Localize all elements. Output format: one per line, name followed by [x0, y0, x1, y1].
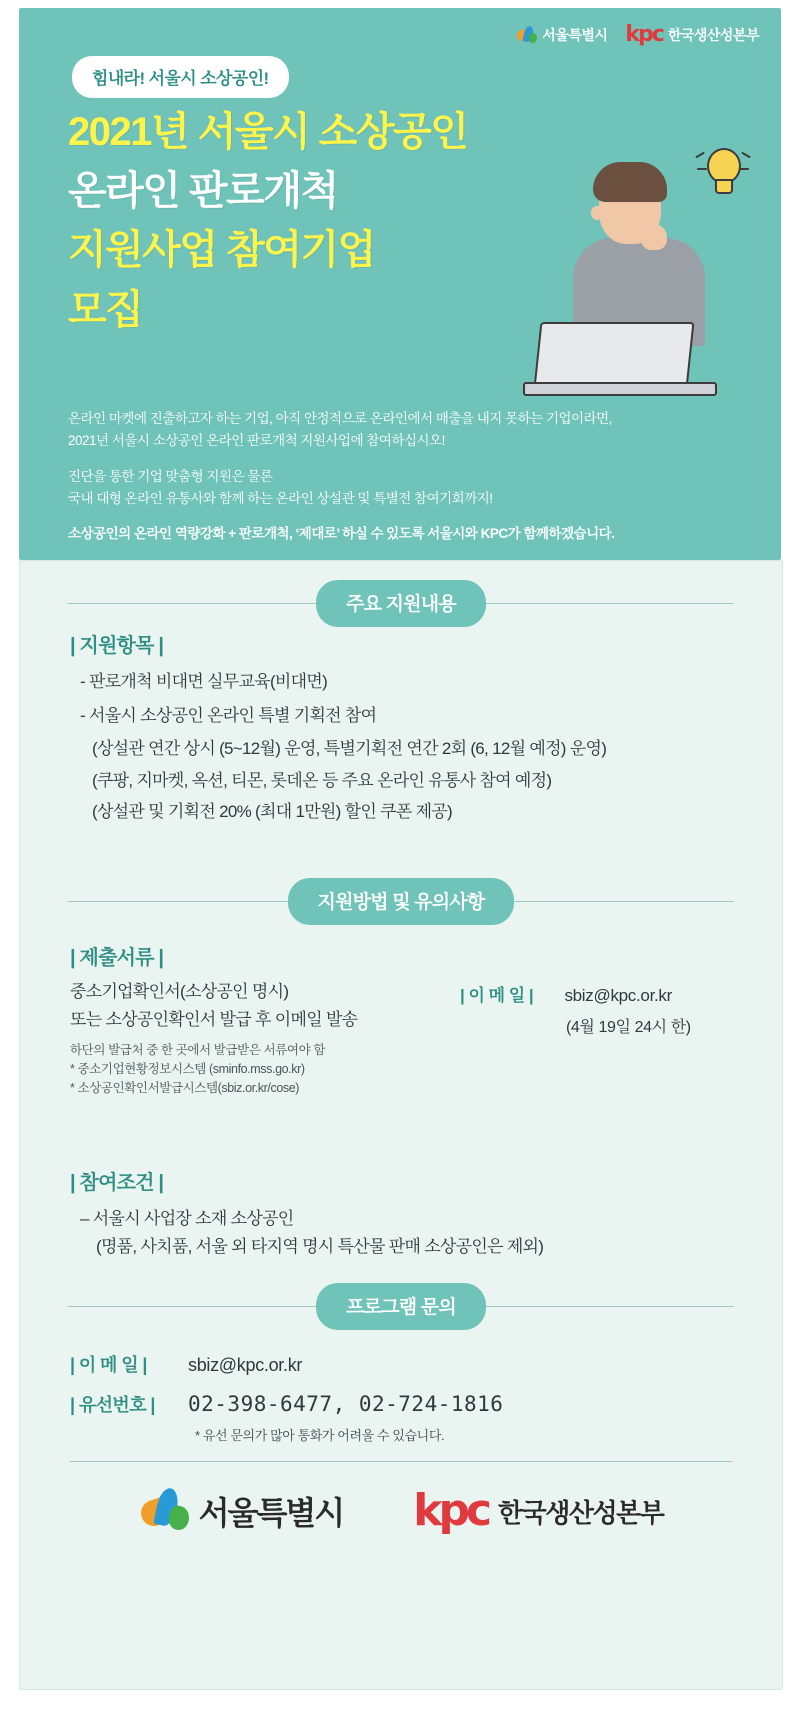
- apply-email-value[interactable]: sbiz@kpc.or.kr: [564, 986, 672, 1005]
- documents-line: 또는 소상공인확인서 발급 후 이메일 발송: [70, 1009, 358, 1029]
- apply-email-label: | 이 메 일 |: [460, 986, 534, 1005]
- conditions-lines: [70, 1205, 730, 1260]
- section-header-support: [56, 583, 746, 623]
- hero-desc-line-1: 온라인 마켓에 진출하고자 하는 기업, 아직 안정적으로 온라인에서 매출을 내지 못하는 기업이라면,: [68, 411, 612, 426]
- footer-seoul-logo: [139, 1486, 344, 1536]
- section-title-support: 주요 지원내용: [316, 580, 486, 627]
- hero-title-line-2: 온라인 판로개척: [68, 169, 338, 214]
- seoul-logo: [516, 24, 607, 46]
- contact-block: [70, 1351, 730, 1444]
- hero-desc-line-3: 진단을 통한 기업 맞춤형 지원은 물론: [68, 468, 273, 484]
- section-title-contact: 프로그램 문의: [316, 1283, 486, 1330]
- conditions-line: (명품, 사치품, 서울 외 타지역 명시 특산물 판매 소상공인은 제외): [96, 1236, 544, 1256]
- lightbulb-icon: [701, 142, 745, 198]
- apply-email-block: [460, 981, 750, 1037]
- hero-description: [68, 408, 718, 545]
- hero-illustration: [521, 136, 751, 386]
- hero-logo-group: [516, 22, 759, 47]
- contact-email-row: [70, 1351, 730, 1377]
- seoul-symbol-icon: [516, 24, 538, 46]
- documents-subheading: | 제출서류 |: [70, 947, 164, 969]
- support-content: [70, 629, 730, 830]
- support-item-list: [70, 668, 730, 826]
- hero-title-line-1: 2021년 서울시 소상공인: [68, 110, 468, 154]
- documents-note: * 중소기업현황정보시스템 (sminfo.mss.go.kr): [70, 1062, 305, 1077]
- seoul-logo-label: 서울특별시: [542, 26, 608, 43]
- section-header-contact: [56, 1286, 746, 1326]
- hero-banner: [19, 8, 781, 560]
- contact-phone-note: * 유선 문의가 많아 통화가 어려울 수 있습니다.: [195, 1428, 445, 1443]
- documents-notes: [70, 1041, 490, 1098]
- contact-email-label: | 이 메 일 |: [70, 1355, 147, 1375]
- support-subitem: (쿠팡, 지마켓, 옥션, 티몬, 롯데온 등 주요 온라인 유통사 참여 예정): [92, 770, 552, 790]
- kpc-logo: [625, 22, 759, 47]
- documents-note: * 소상공인확인서발급시스템(sbiz.or.kr/cose): [70, 1081, 300, 1096]
- contact-email-value[interactable]: sbiz@kpc.or.kr: [188, 1355, 303, 1375]
- hero-title-line-4: 모집: [68, 287, 143, 332]
- support-subitem: (상설관 및 기획전 20% (최대 1만원) 할인 쿠폰 제공): [92, 802, 452, 822]
- footer-kpc-label: 한국생산성본부: [498, 1497, 664, 1528]
- apply-email-deadline: (4월 19일 24시 한): [566, 1019, 691, 1036]
- kpc-logo-label: 한국생산성본부: [667, 26, 759, 43]
- support-subitem: (상설관 연간 상시 (5~12월) 운영, 특별기획전 연간 2회 (6, 12월 예정) 운영): [92, 739, 607, 759]
- contact-phone-row: [70, 1391, 730, 1417]
- support-subheading: | 지원항목 |: [70, 635, 164, 657]
- content-panel: [19, 560, 783, 1690]
- footer-logo-group: [20, 1486, 782, 1536]
- apply-conditions: [70, 1166, 730, 1260]
- section-header-apply: [56, 881, 746, 921]
- kpc-wordmark-icon: kpc: [413, 1485, 489, 1536]
- footer-seoul-label: 서울특별시: [198, 1495, 344, 1531]
- seoul-symbol-icon: [139, 1486, 191, 1536]
- footer-divider: [70, 1461, 732, 1462]
- apply-documents: [70, 941, 490, 1098]
- support-item: - 판로개척 비대면 실무교육(비대면): [80, 672, 328, 691]
- documents-line: 중소기업확인서(소상공인 명시): [70, 982, 289, 1001]
- contact-phone-value[interactable]: 02-398-6477, 02-724-1816: [188, 1392, 504, 1416]
- documents-note: 하단의 발급처 중 한 곳에서 발급받은 서류여야 함: [70, 1043, 326, 1058]
- conditions-subheading: | 참여조건 |: [70, 1172, 164, 1194]
- conditions-line: – 서울시 사업장 소재 소상공인: [80, 1209, 294, 1228]
- support-item: - 서울시 소상공인 온라인 특별 기획전 참여: [80, 705, 377, 725]
- documents-lines: [70, 978, 490, 1033]
- hero-badge: 힘내라! 서울시 소상공인!: [72, 56, 289, 98]
- section-title-apply: 지원방법 및 유의사항: [288, 878, 515, 925]
- hero-desc-line-4: 국내 대형 온라인 유통사와 함께 하는 온라인 상설관 및 특별전 참여기회까지!: [68, 490, 493, 506]
- hero-title-line-3: 지원사업 참여기업: [68, 228, 375, 273]
- kpc-wordmark-icon: kpc: [625, 22, 663, 47]
- contact-phone-label: | 유선번호 |: [70, 1395, 155, 1415]
- hero-desc-strong: 소상공인의 온라인 역량강화 + 판로개척, ‘제대로’ 하실 수 있도록 서울시와 KPC가 함께하겠습니다.: [68, 526, 615, 542]
- footer-kpc-logo: [413, 1485, 664, 1536]
- hero-desc-line-2: 2021년 서울시 소상공인 온라인 판로개척 지원사업에 참여하십시오!: [68, 432, 445, 448]
